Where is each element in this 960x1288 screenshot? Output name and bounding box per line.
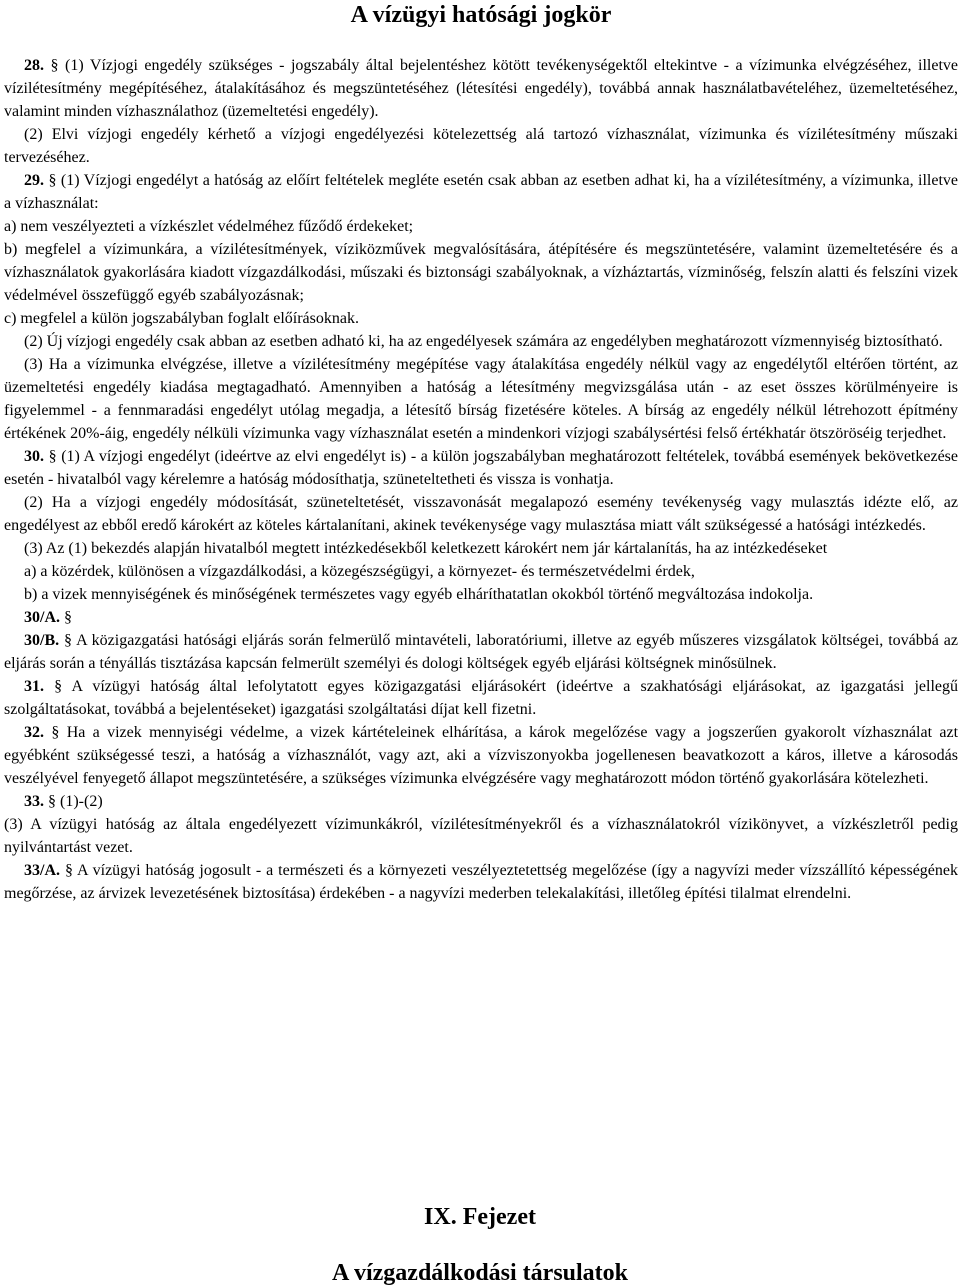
section-paragraph — [4, 445, 958, 491]
section-sign: § — [48, 172, 57, 189]
indented-paragraph: b) a vizek mennyiségének és minőségének természetes vagy egyéb elháríthatatlan okokból történő megváltozása indokolja. — [24, 586, 814, 603]
section-paragraph — [4, 629, 958, 675]
indented-paragraph: (2) Elvi vízjogi engedély kérhető a vízjogi engedélyezési kötelezettség alá tartozó vízhasználat, vízimunka és vízilétesítmény műszaki tervezéséhez. — [4, 126, 958, 166]
section-number: 31. — [24, 678, 44, 695]
list-paragraph: (3) A vízügyi hatóság az általa engedélyezett vízimunkákról, vízilétesítményekről és a vízhasználatokról vízikönyvet, a vízkészletről pedig nyilvántartást vezet. — [4, 816, 958, 856]
indented-paragraph: (2) Új vízjogi engedély csak abban az esetben adható ki, ha az engedélyesek számára az engedélyben meghatározott vízmennyiség biztosítható. — [24, 333, 943, 350]
section-text: A vízügyi hatóság által lefolytatott egyes közigazgatási eljárásokért (ideértve a szakhatósági eljárásokat, az igazgatási jellegű szolgáltatásokat, továbbá a bejelentéseket) igazgatási szolgáltatási díjat kell fizetni. — [4, 678, 958, 718]
document-body — [4, 54, 958, 905]
section-sign: § — [51, 724, 60, 741]
section-number: 32. — [24, 724, 44, 741]
section-sign: § — [64, 862, 73, 879]
page-title: A vízügyi hatósági jogkör — [350, 2, 612, 28]
section-text: (1)-(2) — [60, 793, 103, 810]
section-number: 30/B. — [24, 632, 60, 649]
list-paragraph: c) megfelel a külön jogszabályban foglalt előírásoknak. — [4, 310, 359, 327]
document-page — [4, 0, 958, 905]
section-number: 30. — [24, 448, 44, 465]
section-number: 29. — [24, 172, 44, 189]
indented-paragraph: a) a közérdek, különösen a vízgazdálkodási, a közegészségügyi, a környezet- és természetvédelmi érdek, — [24, 563, 695, 580]
section-text: (1) Vízjogi engedély szükséges - jogszabály által bejelentéshez kötött tevékenységektől eltekintve - a vízimunka elvégzéséhez, illetve vízilétesítmény megépítéséhez, átalakításához és megszüntetéséhez (létesítési engedély), továbbá annak használatbavételéhez, üzemeltetéséhez, valamint minden vízhasználathoz (üzemeltetési engedély). — [4, 57, 959, 120]
chapter-number: IX. Fejezet — [424, 1204, 536, 1230]
indented-paragraph: (3) Az (1) bekezdés alapján hivatalból megtett intézkedésekből keletkezett károkért nem jár kártalanítás, ha az intézkedéseket — [24, 540, 828, 557]
section-sign: § — [48, 448, 57, 465]
section-sign: § — [64, 632, 73, 649]
section-sign: § — [50, 57, 59, 74]
section-text: A közigazgatási hatósági eljárás során felmerülő mintavételi, laboratóriumi, illetve az egyéb műszeres vizsgálatok költségei, továbbá az eljárás során a tényállás tisztázása kapcsán felmerült személyi és dologi költségek egyéb eljárási költségnek minősülnek. — [4, 632, 958, 672]
list-paragraph: b) megfelel a vízimunkára, a vízilétesítmények, víziközművek megvalósítására, átépítésére és megszüntetésére, valamint üzemeltetésére és a vízhasználatok gyakorlására kiadott vízgazdálkodási, műszaki és biztonsági szabályoknak, a vízháztartás, vízminőség, felszín alatti és felszíni vizek védelmével összefüggő egyéb szabályozásnak; — [4, 241, 958, 304]
section-text: Ha a vizek mennyiségi védelme, a vizek kártételeinek elhárítása, a károk megelőzése vagy a jogszerűen gyakorolt vízhasználat azt egyébként szükségessé teszi, a hatóság a vízhasználót, vagy azt, aki a vízviszonyokba jogellenesen beavatkozott a káros, illetve a károsodás veszélyével fenyegető állapot megszüntetésére, a szükséges vízimunka elvégzésére vagy meghatározott módon történő gyakorlására kötelezheti. — [4, 724, 959, 787]
section-sign: § — [54, 678, 63, 695]
section-paragraph — [4, 859, 958, 905]
section-number: 33. — [24, 793, 44, 810]
section-paragraph — [4, 721, 958, 790]
chapter-title: A vízgazdálkodási társulatok — [331, 1260, 629, 1286]
section-text: (1) Vízjogi engedélyt a hatóság az előírt feltételek megléte esetén csak abban az esetben adhat ki, ha a vízilétesítmény, a vízimunka, illetve a vízhasználat: — [4, 172, 959, 212]
section-paragraph — [4, 169, 958, 215]
section-paragraph — [4, 675, 958, 721]
section-paragraph — [4, 606, 958, 629]
section-sign: § — [64, 609, 72, 626]
list-paragraph: a) nem veszélyezteti a vízkészlet védelméhez fűződő érdekeket; — [4, 218, 414, 235]
section-text: (1) A vízjogi engedélyt (ideértve az elvi engedélyt is) - a külön jogszabályban meghatározott feltételek, továbbá események bekövetkezése esetén - hivatalból vagy kérelemre a hatóság módosíthatja, szüneteltetheti és vissza is vonhatja. — [4, 448, 958, 488]
section-number: 33/A. — [24, 862, 60, 879]
section-number: 28. — [24, 57, 44, 74]
section-paragraph — [4, 790, 958, 813]
section-sign: § — [48, 793, 56, 810]
indented-paragraph: (2) Ha a vízjogi engedély módosítását, szüneteltetését, visszavonását megalapozó esemény tevékenység vagy mulasztás idézte elő, az engedélyest az ebből eredő károkért az köteles kártalanítani, akinek tevékenysége vagy mulasztása miatt vált szükségessé a hatósági intézkedés. — [4, 494, 958, 534]
section-text: A vízügyi hatóság jogosult - a természeti és a környezeti veszélyeztetettség megelőzése (így a nagyvízi meder vízszállító képességének megőrzése, az árvizek levezetésének biztosítása) érdekében - a nagyvízi mederben telekalakítási, illetőleg építési tilalmat elrendelni. — [4, 862, 959, 902]
section-number: 30/A. — [24, 609, 60, 626]
section-paragraph — [4, 54, 958, 123]
indented-paragraph: (3) Ha a vízimunka elvégzése, illetve a vízilétesítmény megépítése vagy átalakítása engedély nélkül vagy az engedélytől eltérően történt, az üzemeltetési engedély kiadása megtagadható. Amennyiben a hatóság a létesítmény megvizsgálása után - az eset összes körülményeire is figyelemmel - a fennmaradási engedélyt utólag megadja, a létesítő bírság fizetésére köteles. A bírság az engedély nélkül létrehozott építmény értékének 20%-áig, engedély nélküli vízimunka vagy vízhasználat esetén a mindenkori vízjogi szabálysértési felső értékhatár ötszöröséig terjedhet. — [4, 356, 958, 442]
